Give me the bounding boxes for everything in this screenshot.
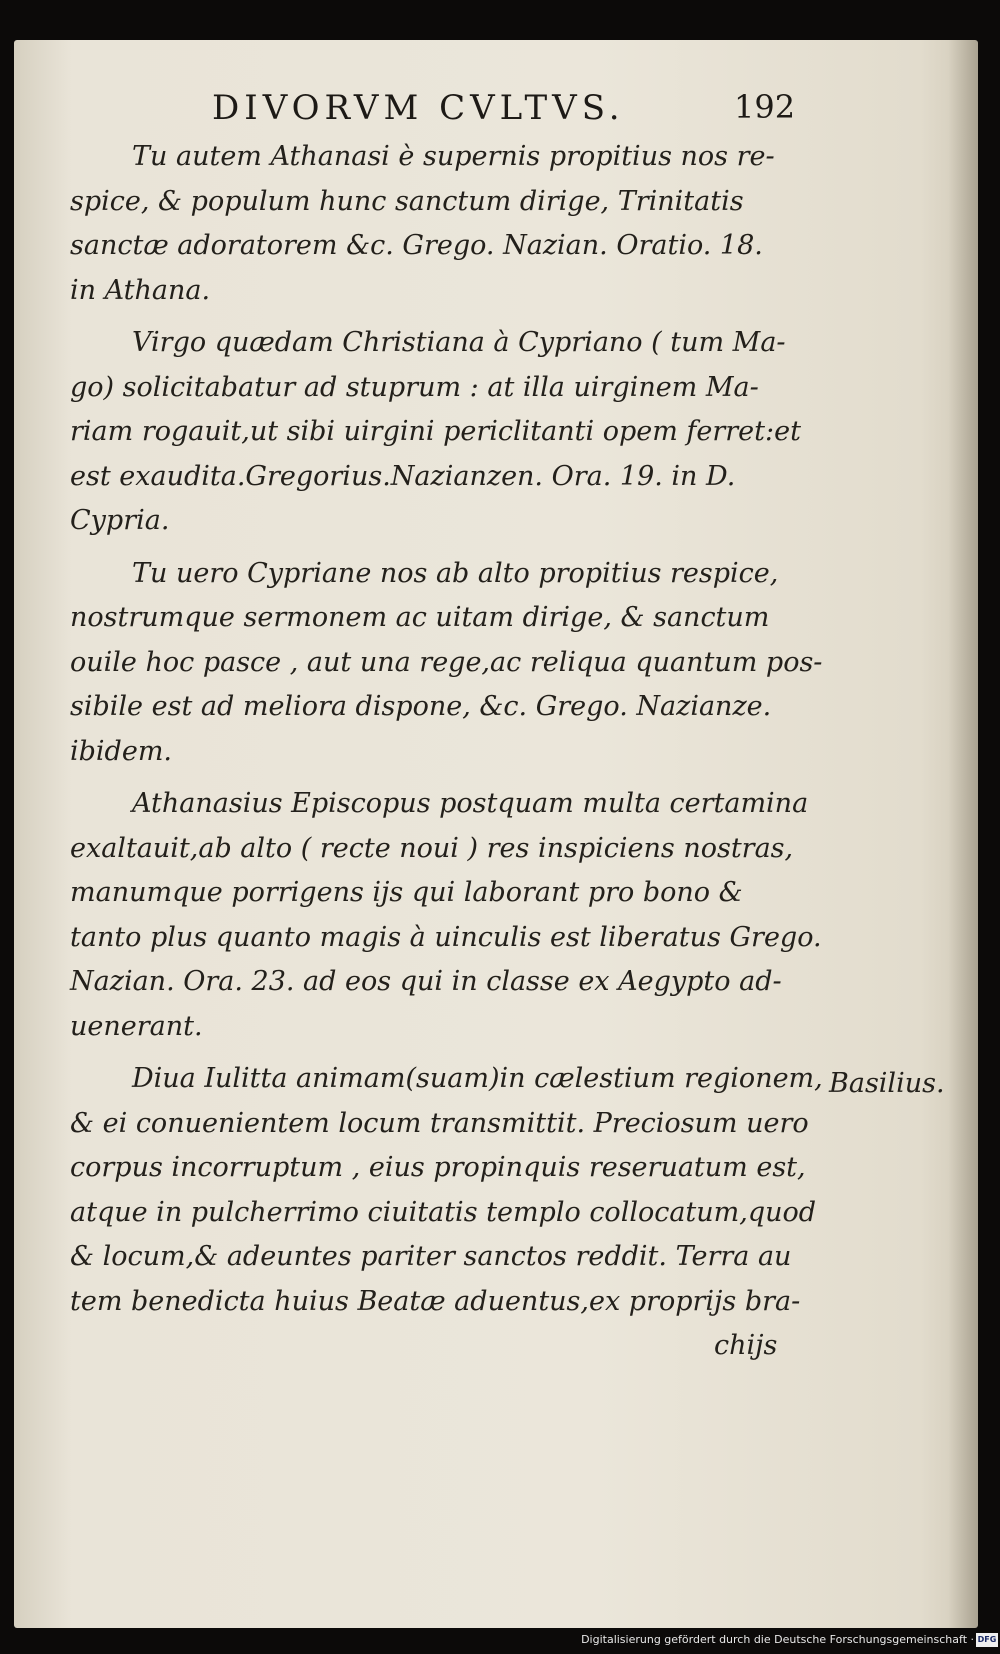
text-line: manumque porrigens ijs qui laborant pro bono & xyxy=(70,877,743,908)
catchword: chijs xyxy=(714,1330,778,1361)
text-line: est exaudita.Gregorius.Nazianzen. Ora. 19. in D. xyxy=(70,460,736,492)
text-line: tanto plus quanto magis à uinculis est liberatus Grego. xyxy=(70,921,822,953)
text-line: tem benedicta huius Beatæ aduentus,ex proprijs bra- xyxy=(70,1285,801,1317)
text-line: sibile est ad meliora dispone, &c. Grego. Nazianze. xyxy=(70,691,772,722)
text-line: spice, & populum hunc sanctum dirige, Trinitatis xyxy=(70,185,744,217)
text-line: Diua Iulitta animam(suam)in cælestium regionem, xyxy=(132,1063,823,1094)
page-number: 192 xyxy=(734,88,796,126)
running-head: DIVORVM CVLTVS. xyxy=(212,88,625,128)
text-line: & locum,& adeuntes pariter sanctos reddit. Terra au xyxy=(70,1241,792,1272)
text-line: uenerant. xyxy=(70,1010,203,1042)
digitization-footer xyxy=(0,1630,1000,1654)
text-line: ouile hoc pasce , aut una rege,ac reliqua quantum pos- xyxy=(70,646,823,678)
page-header xyxy=(194,88,794,138)
text-line: ibidem. xyxy=(70,735,173,767)
funding-credit: Digitalisierung gefördert durch die Deutsche Forschungsgemeinschaft · xyxy=(581,1633,974,1646)
text-line: riam rogauit,ut sibi uirgini periclitanti opem ferret:et xyxy=(70,416,801,447)
text-line: Virgo quædam Christiana à Cypriano ( tum Ma- xyxy=(132,327,786,358)
text-line: Tu uero Cypriane nos ab alto propitius respice, xyxy=(132,557,779,589)
text-line: Tu autem Athanasi è supernis propitius nos re- xyxy=(132,141,775,172)
paragraph xyxy=(70,1057,823,1324)
text-line: exaltauit,ab alto ( recte noui ) res inspiciens nostras, xyxy=(70,832,794,864)
margin-note: Basilius. xyxy=(829,1068,945,1099)
page-edge-shadow xyxy=(948,40,978,1628)
book-page xyxy=(14,40,978,1628)
text-line: Athanasius Episcopus postquam multa certamina xyxy=(132,788,809,819)
paragraph xyxy=(70,552,823,775)
text-line: & ei conuenientem locum transmittit. Preciosum uero xyxy=(70,1107,809,1139)
paragraph xyxy=(70,135,785,313)
text-line: nostrumque sermonem ac uitam dirige, & sanctum xyxy=(70,602,770,633)
body-text xyxy=(70,135,823,1332)
text-line: in Athana. xyxy=(70,274,211,306)
dfg-logo-icon: DFG xyxy=(976,1633,998,1647)
text-line: go) solicitabatur ad stuprum : at illa uirginem Ma- xyxy=(70,371,759,403)
text-line: corpus incorruptum , eius propinquis reseruatum est, xyxy=(70,1152,806,1183)
text-line: Nazian. Ora. 23. ad eos qui in classe ex Aegypto ad- xyxy=(70,966,782,997)
paragraph xyxy=(70,321,801,544)
text-line: Cypria. xyxy=(70,505,170,536)
text-line: sanctæ adoratorem &c. Grego. Nazian. Oratio. 18. xyxy=(70,230,763,261)
paragraph xyxy=(70,782,822,1049)
text-line: atque in pulcherrimo ciuitatis templo collocatum,quod xyxy=(70,1196,817,1228)
